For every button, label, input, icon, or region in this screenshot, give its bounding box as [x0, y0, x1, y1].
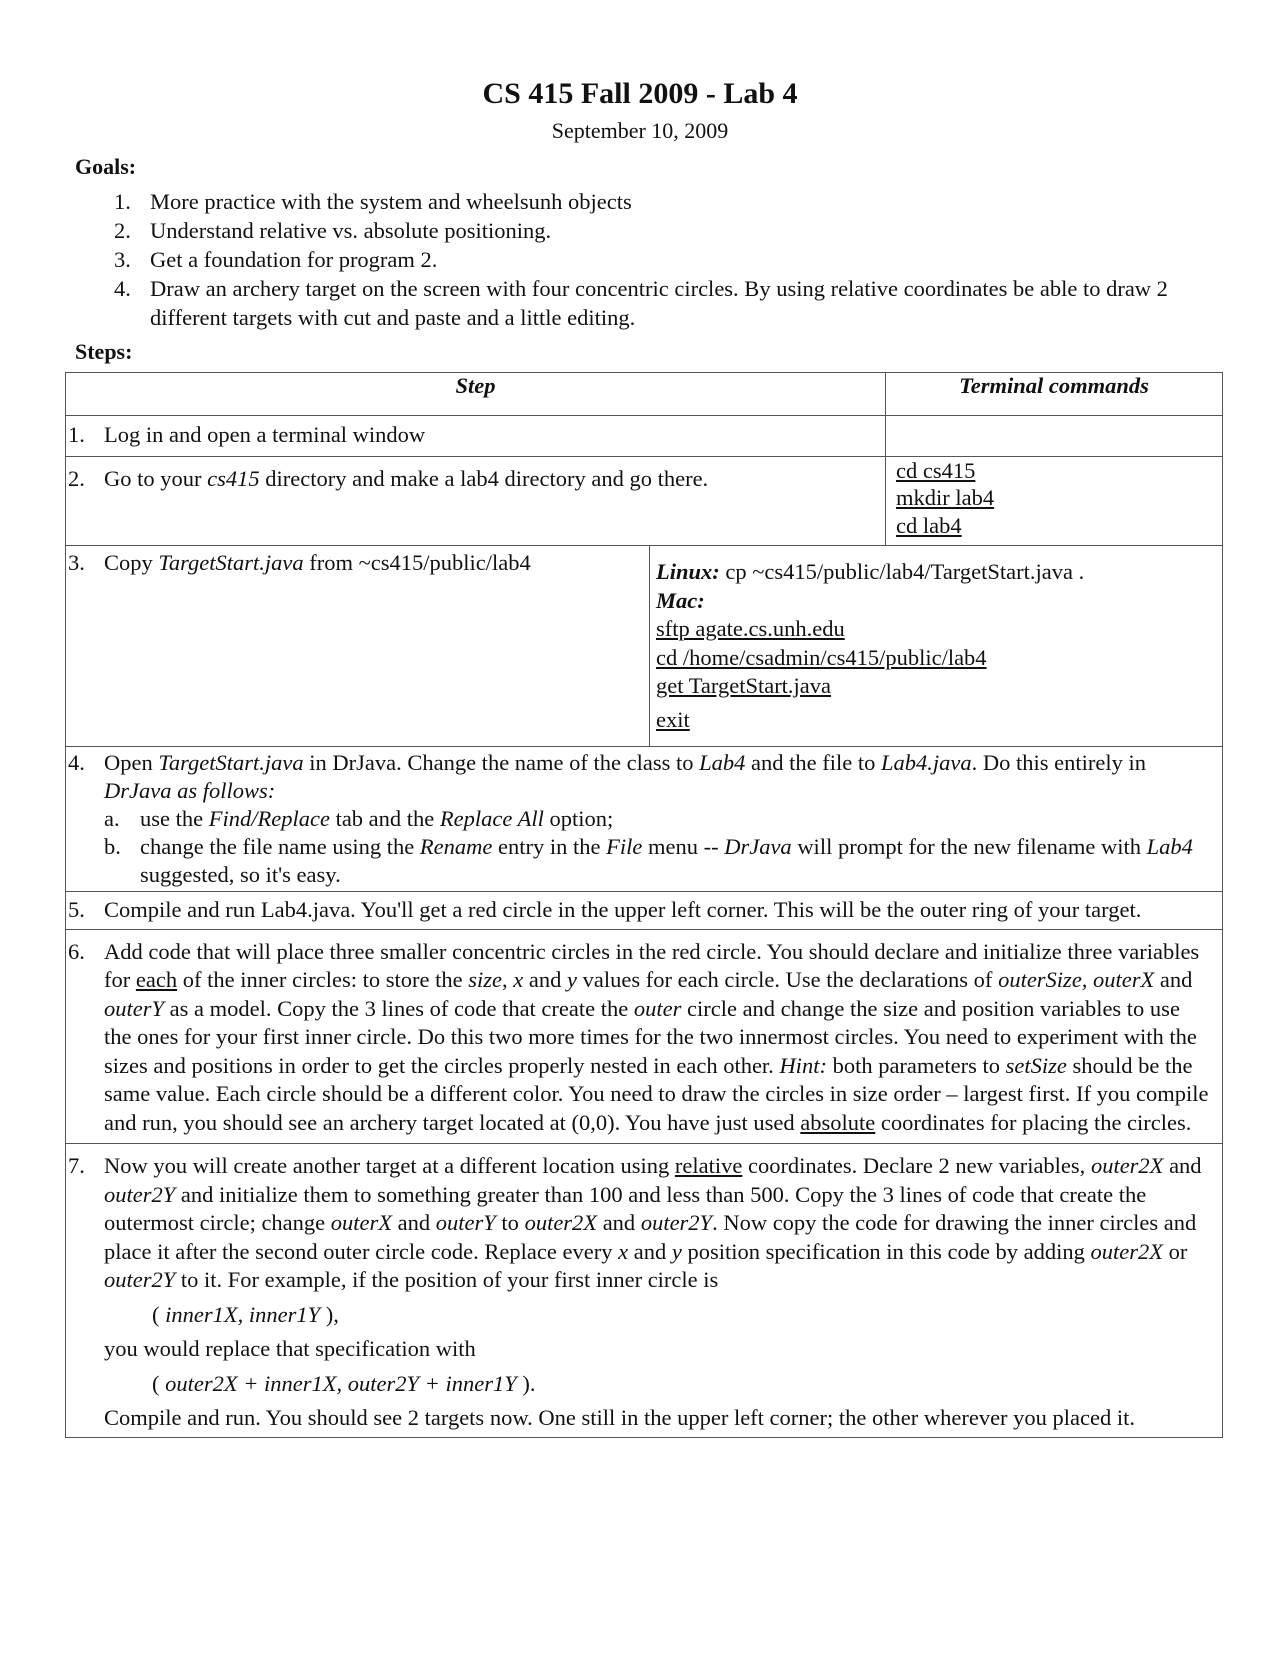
- page-date: September 10, 2009: [551, 118, 729, 143]
- table-row: 5. Compile and run Lab4.java. You'll get a red circle in the upper left corner. This will be the outer ring of your target.: [66, 892, 1223, 930]
- command-line: cd /home/csadmin/cs415/public/lab4: [656, 644, 987, 670]
- table-row: 2. Go to your cs415 directory and make a lab4 directory and go there. cd cs415 mkdir lab4 cd lab4: [66, 456, 1223, 546]
- command-line: cd cs415: [896, 457, 976, 483]
- terminal-commands: [886, 457, 1222, 546]
- command-line: sftp agate.cs.unh.edu: [656, 616, 845, 641]
- steps-table: [65, 372, 1223, 1438]
- table-header-row: [66, 373, 1223, 416]
- goals-heading: Goals:: [75, 154, 137, 179]
- column-header-step: Step: [66, 373, 886, 416]
- goal-item: 3. Get a foundation for program 2.: [114, 247, 438, 272]
- table-row: 3. Copy TargetStart.java from ~cs415/public/lab4 Linux: cp ~cs415/public/lab4/TargetStart.java . Mac: sftp agate.cs.unh.edu cd /home/csadmin/cs415/public/lab4 get TargetStart.java exit: [66, 546, 1223, 747]
- column-header-terminal: Terminal commands: [886, 373, 1223, 416]
- command-line: exit: [656, 706, 690, 732]
- command-line: cd lab4: [896, 512, 962, 538]
- goal-item: 4. Draw an archery target on the screen with four concentric circles. By using relative coordinates be able to draw 2 different targets with cut and paste and a little editing.: [114, 276, 1168, 330]
- goal-item: 1. More practice with the system and wheelsunh objects: [114, 189, 632, 214]
- code-example: ( outer2X + inner1X, outer2Y + inner1Y ).: [152, 1370, 536, 1396]
- command-line: get TargetStart.java: [656, 673, 832, 698]
- table-row: 6. Add code that will place three smaller concentric circles in the red circle. You should declare and initialize three variables for each of the inner circles: to store the size, x and y values for each circle. Use the declarations of outerSize, outerX and outerY as a model. Copy the 3 lines of code that create the outer circle and change the size and position variables to use the ones for your first inner circle. Do this two more times for the two innermost circles. You need to experiment with the sizes and positions in order to get the circles properly nested in each other. Hint: both parameters to setSize should be the same value. Each circle should be a different color. You need to draw the circles in size order – largest first. If you compile and run, you should see an archery target located at (0,0). You have just used absolute coordinates for placing the circles.: [66, 929, 1223, 1144]
- page-title: CS 415 Fall 2009 - Lab 4: [482, 77, 798, 110]
- goals-list: [108, 187, 1228, 332]
- sub-step: b. change the file name using the Rename entry in the File menu -- DrJava will prompt for the new filename with Lab4 suggested, so it's easy.: [104, 834, 1193, 887]
- goal-item: 2. Understand relative vs. absolute positioning.: [114, 218, 552, 243]
- code-example: ( inner1X, inner1Y ),: [152, 1301, 339, 1327]
- command-line: mkdir lab4: [896, 485, 995, 510]
- table-row: 7. Now you will create another target at a different location using relative coordinates. Declare 2 new variables, outer2X and outer2Y and initialize them to something greater than 100 and less than 500. Copy the 3 lines of code that create the outermost circle; change outerX and outerY to outer2X and outer2Y. Now copy the code for drawing the inner circles and place it after the second outer circle code. Replace every x and y position specification in this code by adding outer2X or outer2Y to it. For example, if the position of your first inner circle is ( inner1X, inner1Y ), you would replace that specification with ( outer2X + inner1X, outer2Y + inner1Y ). Compile and run. You should see 2 targets now. One still in the upper left corner; the other wherever you placed it.: [66, 1144, 1223, 1438]
- terminal-commands: Linux: cp ~cs415/public/lab4/TargetStart.java . Mac: sftp agate.cs.unh.edu cd /home/csadmin/cs415/public/lab4 get TargetStart.java exit: [650, 546, 1222, 738]
- table-row: 1. Log in and open a terminal window: [66, 416, 1223, 457]
- terminal-cell-empty: [886, 416, 1223, 457]
- sub-step: a. use the Find/Replace tab and the Replace All option;: [104, 806, 614, 831]
- steps-heading: Steps:: [75, 339, 133, 364]
- table-row: 4. Open TargetStart.java in DrJava. Change the name of the class to Lab4 and the file to Lab4.java. Do this entirely in DrJava as follows: a. use the Find/Replace tab and the Replace All option; b. change the file name using the Rename entry in the File menu -- DrJava will prompt for the new filename with Lab4 suggested, so it's easy.: [66, 747, 1223, 892]
